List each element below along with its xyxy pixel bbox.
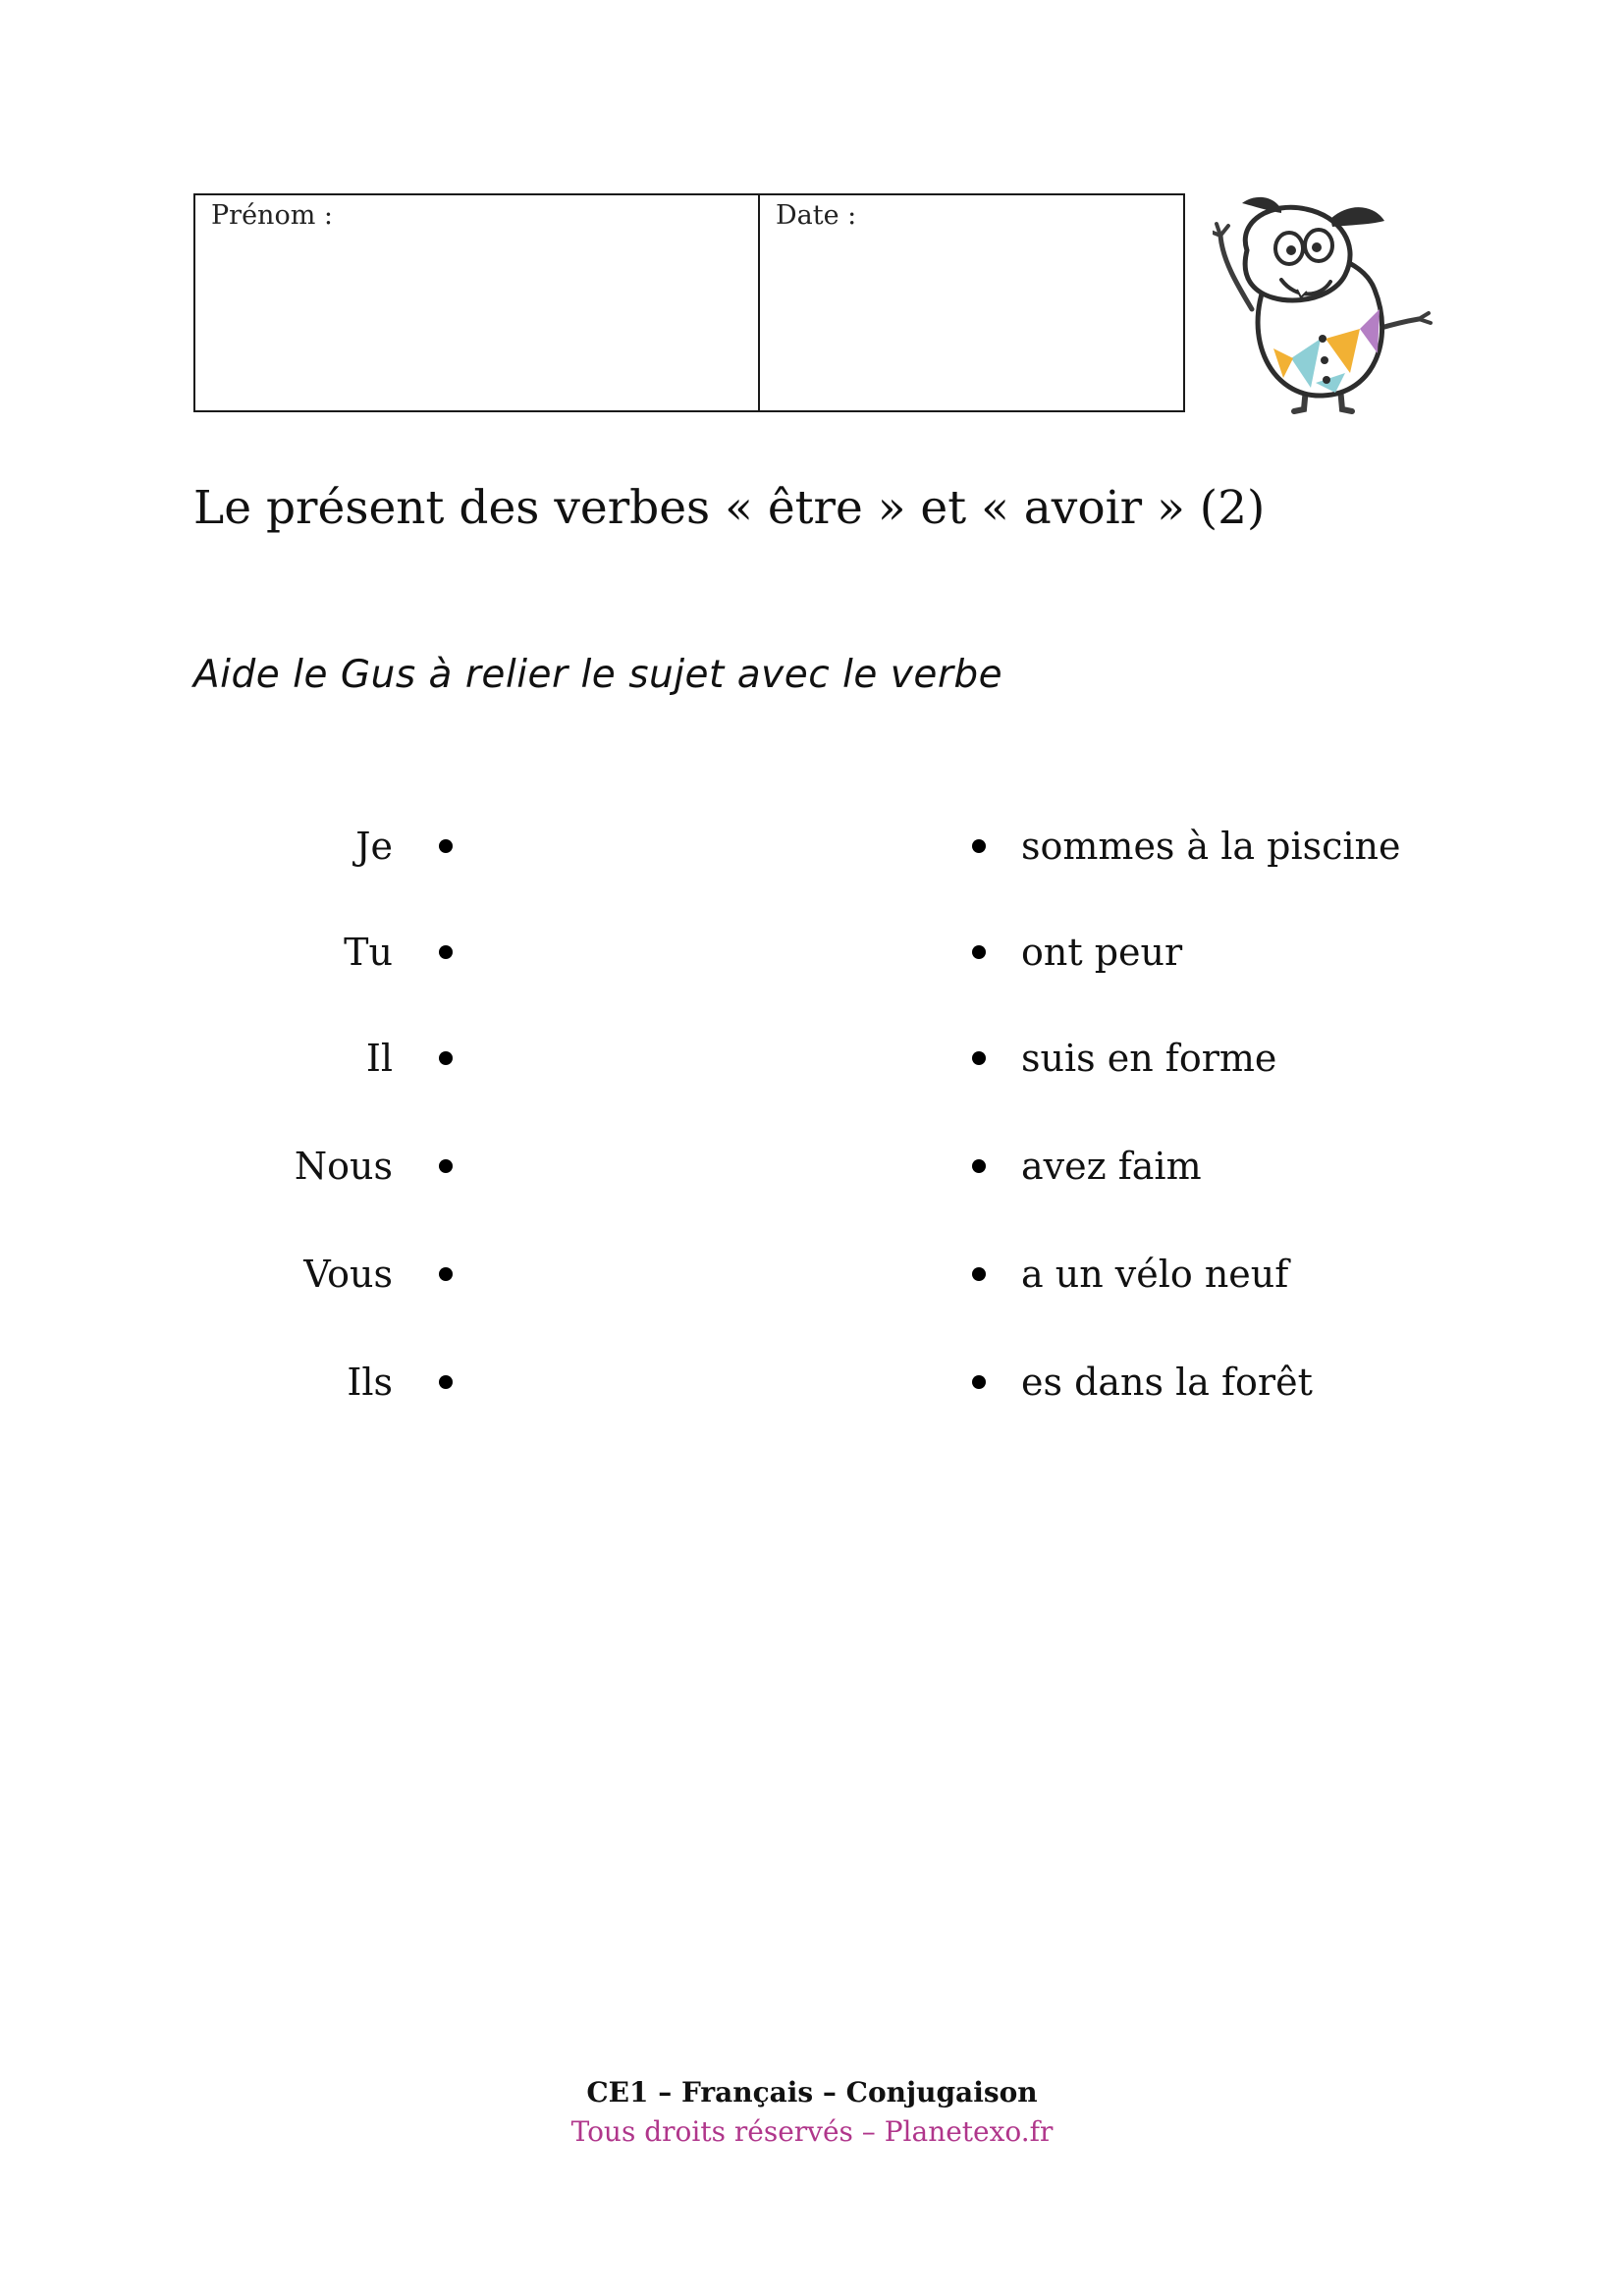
verb-dot[interactable] xyxy=(972,1267,986,1281)
date-label: Date : xyxy=(776,200,857,231)
verb-dot[interactable] xyxy=(972,1375,986,1389)
verb-label: sommes à la piscine xyxy=(1021,825,1401,868)
exercise-row xyxy=(0,817,1624,876)
verb-label: avez faim xyxy=(1021,1145,1202,1188)
verb-dot[interactable] xyxy=(972,945,986,959)
subject-dot[interactable] xyxy=(439,1375,453,1389)
subject-label: Tu xyxy=(344,931,393,974)
subject-dot[interactable] xyxy=(439,1051,453,1065)
subject-dot[interactable] xyxy=(439,945,453,959)
exercise-row xyxy=(0,1137,1624,1196)
subject-label: Ils xyxy=(347,1361,393,1404)
exercise-row xyxy=(0,923,1624,982)
verb-label: a un vélo neuf xyxy=(1021,1253,1289,1296)
subject-dot[interactable] xyxy=(439,839,453,853)
subject-label: Nous xyxy=(294,1145,393,1188)
verb-dot[interactable] xyxy=(972,1051,986,1065)
subject-label: Vous xyxy=(303,1253,393,1296)
footer-subject-line: CE1 – Français – Conjugaison xyxy=(586,2076,1038,2109)
verb-label: suis en forme xyxy=(1021,1037,1277,1080)
verb-dot[interactable] xyxy=(972,1159,986,1173)
gus-mascot-icon xyxy=(1213,191,1434,417)
date-field[interactable] xyxy=(760,195,1183,410)
exercise-instruction: Aide le Gus à relier le sujet avec le verbe xyxy=(193,653,1003,697)
verb-dot[interactable] xyxy=(972,839,986,853)
subject-dot[interactable] xyxy=(439,1267,453,1281)
matching-exercise xyxy=(0,817,1624,1406)
page-title: Le présent des verbes « être » et « avoir » (2) xyxy=(193,481,1266,535)
footer-copyright-line: Tous droits réservés – Planetexo.fr xyxy=(570,2115,1054,2148)
prenom-label: Prénom : xyxy=(211,200,333,231)
header-info-box xyxy=(193,193,1185,412)
subject-label: Je xyxy=(355,825,393,868)
exercise-row xyxy=(0,1029,1624,1088)
verb-label: es dans la forêt xyxy=(1021,1361,1313,1404)
verb-label: ont peur xyxy=(1021,931,1183,974)
exercise-row xyxy=(0,1353,1624,1412)
prenom-field[interactable] xyxy=(195,195,760,410)
subject-dot[interactable] xyxy=(439,1159,453,1173)
exercise-row xyxy=(0,1245,1624,1304)
subject-label: Il xyxy=(365,1037,393,1080)
